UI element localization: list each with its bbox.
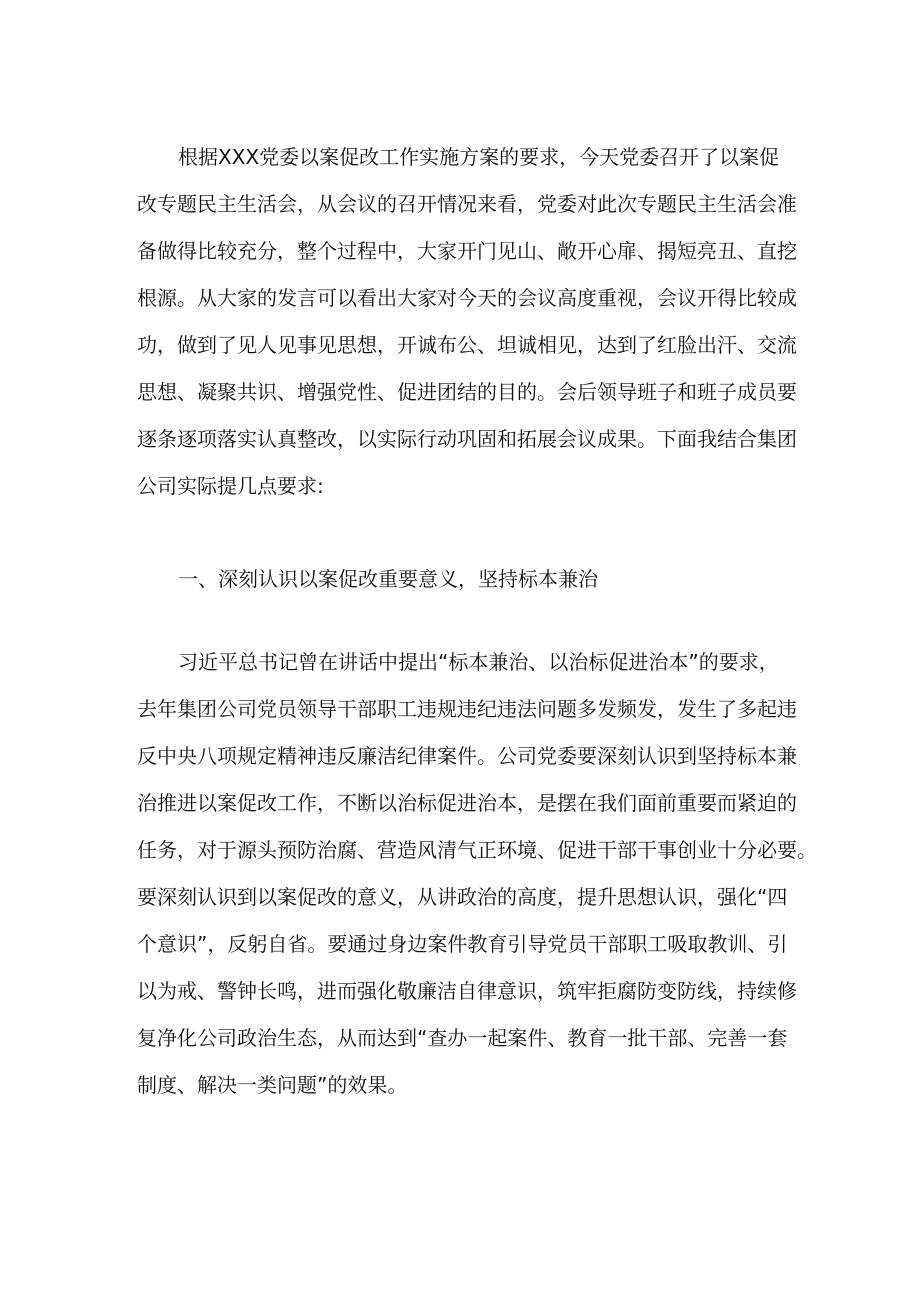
section-line-4: 治推进以案促改工作，不断以治标促进治本，是摆在我们面前重要而紧迫的 bbox=[137, 791, 797, 815]
section-line-10: 制度、解决一类问题”的效果。 bbox=[137, 1073, 408, 1097]
section-line-5: 任务，对于源头预防治腐、营造风清气正环境、促进干部干事创业十分必要。 bbox=[137, 838, 817, 862]
intro-line-1: 根据XXX党委以案促改工作实施方案的要求，今天党委召开了以案促 bbox=[178, 145, 780, 169]
intro-line-3: 备做得比较充分，整个过程中，大家开门见山、敞开心扉、揭短亮丑、直挖 bbox=[137, 239, 797, 263]
intro-line-5: 功，做到了见人见事见思想，开诚布公、坦诚相见，达到了红脸出汗、交流 bbox=[137, 333, 797, 357]
intro-line-8: 公司实际提几点要求: bbox=[137, 474, 324, 498]
section-line-7: 个意识”，反躬自省。要通过身边案件教育引导党员干部职工吸取教训、引 bbox=[137, 932, 788, 956]
section-line-8: 以为戒、警钟长鸣，进而强化敬廉洁自律意识，筑牢拒腐防变防线，持续修 bbox=[137, 979, 797, 1003]
intro-line-7: 逐条逐项落实认真整改，以实际行动巩固和拓展会议成果。下面我结合集团 bbox=[137, 427, 797, 451]
section-line-9: 复净化公司政治生态，从而达到“查办一起案件、教育一批干部、完善一套 bbox=[137, 1026, 788, 1050]
section-line-1: 习近平总书记曾在讲话中提出“标本兼治、以治标促进治本”的要求， bbox=[178, 650, 779, 674]
intro-line-4: 根源。从大家的发言可以看出大家对今天的会议高度重视，会议开得比较成 bbox=[137, 286, 797, 310]
section-heading: 一、深刻认识以案促改重要意义，坚持标本兼治 bbox=[178, 567, 598, 591]
section-line-6: 要深刻认识到以案促改的意义，从讲政治的高度，提升思想认识，强化“四 bbox=[137, 885, 788, 909]
section-line-2: 去年集团公司党员领导干部职工违规违纪违法问题多发频发，发生了多起违 bbox=[137, 697, 797, 721]
section-line-3: 反中央八项规定精神违反廉洁纪律案件。公司党委要深刻认识到坚持标本兼 bbox=[137, 744, 797, 768]
intro-line-6: 思想、凝聚共识、增强党性、促进团结的目的。会后领导班子和班子成员要 bbox=[137, 380, 797, 404]
intro-line-2: 改专题民主生活会，从会议的召开情况来看，党委对此次专题民主生活会准 bbox=[137, 192, 797, 216]
